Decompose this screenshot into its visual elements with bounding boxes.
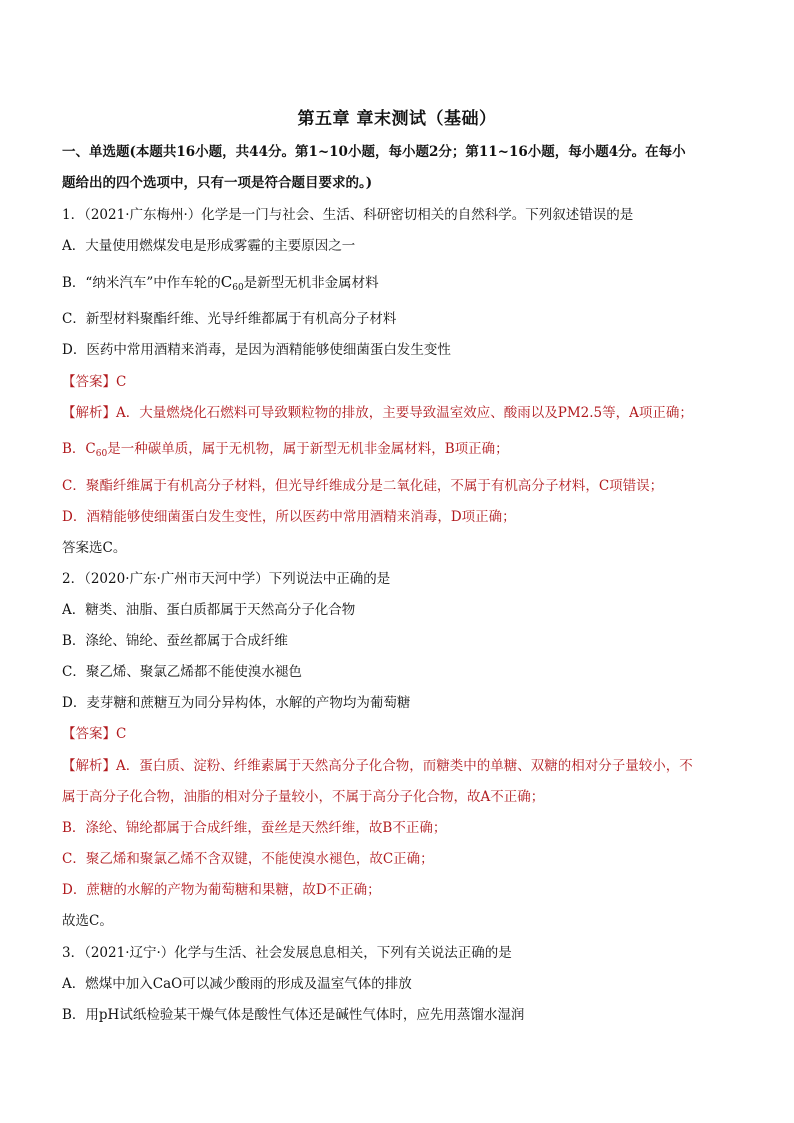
- page-title: 第五章 章末测试（基础）: [297, 109, 497, 129]
- q1-option-d: D．医药中常用酒精来消毒，是因为酒精能够使细菌蛋白发生变性: [62, 342, 451, 358]
- q1-option-b-formula: C: [220, 273, 233, 291]
- q1-analysis-label: 【解析】: [62, 405, 116, 421]
- q1-option-b-suffix: 是新型无机非金属材料: [243, 275, 379, 291]
- q3-option-a: A．燃煤中加入CaO可以减少酸雨的形成及温室气体的排放: [62, 976, 412, 992]
- q2-option-a: A．糖类、油脂、蛋白质都属于天然高分子化合物: [62, 602, 356, 618]
- q2-answer-label: 【答案】: [62, 726, 116, 742]
- q1-analysis-c: C．聚酯纤维属于有机高分子材料，但光导纤维成分是二氧化硅，不属于有机高分子材料，C项错误；: [62, 478, 664, 494]
- q1-analysis-b-subscript: 60: [95, 449, 108, 459]
- q1-analysis-a: [62, 403, 742, 423]
- section-header-line-1: 一、单选题(本题共16小题，共44分。第1~10小题，每小题2分；第11~16小题，每小题4分。在每小: [62, 144, 686, 160]
- q2-analysis-a-line-1: [62, 756, 742, 776]
- q2-answer-value: C: [116, 726, 127, 742]
- q3-stem: 3．（2021·辽宁·）化学与生活、社会发展息息相关，下列有关说法正确的是: [62, 945, 512, 961]
- q2-answer: [62, 724, 742, 744]
- q1-answer-value: C: [116, 374, 127, 390]
- q1-analysis-b-prefix: B．C: [62, 441, 96, 457]
- q2-analysis-b: B．涤纶、锦纶都属于合成纤维，蚕丝是天然纤维，故B不正确；: [62, 820, 447, 836]
- q3-option-b: B．用pH试纸检验某干燥气体是酸性气体还是碱性气体时，应先用蒸馏水湿润: [62, 1007, 525, 1023]
- q1-option-a: A．大量使用燃煤发电是形成雾霾的主要原因之一: [62, 238, 356, 254]
- q2-option-c: C．聚乙烯、聚氯乙烯都不能使溴水褪色: [62, 664, 302, 680]
- q1-option-c: C．新型材料聚酯纤维、光导纤维都属于有机高分子材料: [62, 311, 397, 327]
- q1-stem: 1．（2021·广东梅州·）化学是一门与社会、生活、科研密切相关的自然科学。下列叙述错误的是: [62, 207, 634, 223]
- q1-option-b: [62, 272, 742, 298]
- q2-analysis-a-text: A．蛋白质、淀粉、纤维素属于天然高分子化合物，而糖类中的单糖、双糖的相对分子量较小，不: [116, 758, 693, 774]
- q1-analysis-b: [62, 439, 742, 464]
- q2-analysis-d: D．蔗糖的水解的产物为葡萄糖和果糖，故D不正确；: [62, 882, 381, 898]
- q2-analysis-a-line-2: 属于高分子化合物，油脂的相对分子量较小，不属于高分子化合物，故A不正确；: [62, 789, 545, 805]
- q2-analysis-c: C．聚乙烯和聚氯乙烯不含双键，不能使溴水褪色，故C正确；: [62, 851, 434, 867]
- q2-analysis-label: 【解析】: [62, 758, 116, 774]
- q2-stem: 2．（2020·广东·广州市天河中学）下列说法中正确的是: [62, 571, 391, 587]
- q2-conclusion: 故选C。: [62, 913, 113, 929]
- q2-option-b: B．涤纶、锦纶、蚕丝都属于合成纤维: [62, 633, 288, 649]
- q1-conclusion: 答案选C。: [62, 540, 127, 556]
- q1-analysis-a-text: A．大量燃烧化石燃料可导致颗粒物的排放，主要导致温室效应、酸雨以及PM2.5等，A项正确；: [116, 405, 693, 421]
- q2-option-d: D．麦芽糖和蔗糖互为同分异构体，水解的产物均为葡萄糖: [62, 695, 411, 711]
- q1-answer: [62, 372, 742, 392]
- q1-option-b-prefix: B．“纳米汽车”中作车轮的: [62, 275, 221, 291]
- q1-option-b-subscript: 60: [232, 283, 244, 293]
- q1-analysis-b-suffix: 是一种碳单质，属于无机物，属于新型无机非金属材料，B项正确；: [107, 441, 509, 457]
- q1-analysis-d: D．酒精能够使细菌蛋白发生变性，所以医药中常用酒精来消毒，D项正确；: [62, 509, 516, 525]
- q1-answer-label: 【答案】: [62, 374, 116, 390]
- section-header-line-2: 题给出的四个选项中，只有一项是符合题目要求的。): [62, 175, 373, 191]
